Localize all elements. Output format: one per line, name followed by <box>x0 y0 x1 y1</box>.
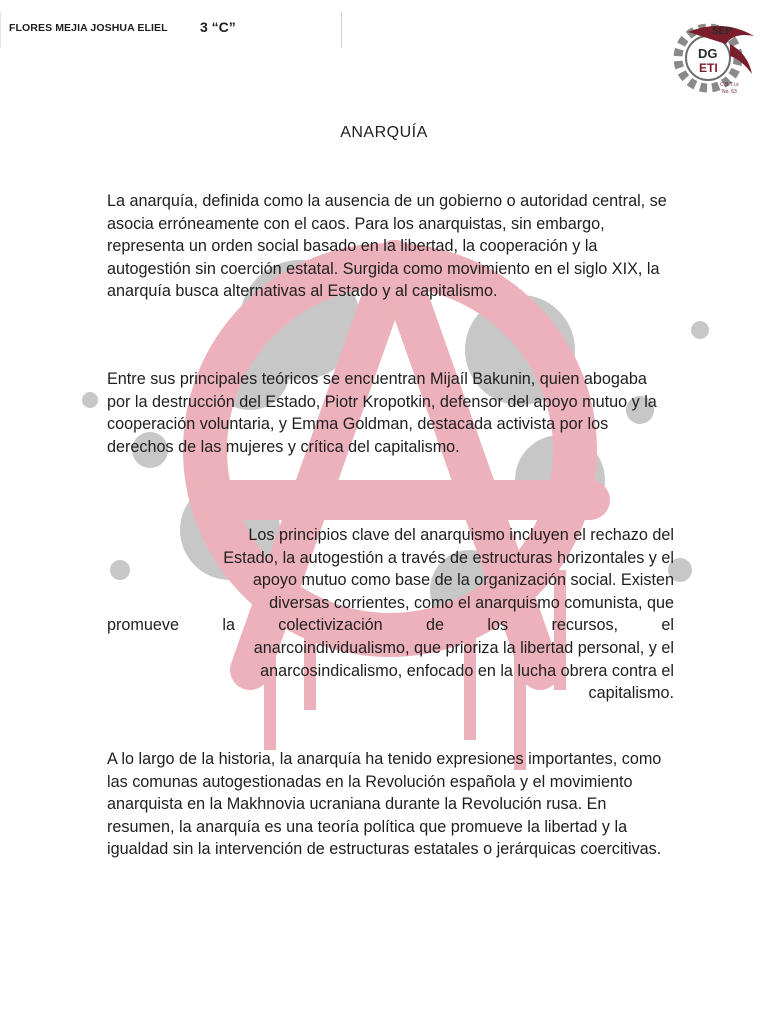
svg-text:DG: DG <box>698 46 718 61</box>
paragraph-3-line: anarcosindicalismo, enfocado en la lucha obrera contra el <box>260 661 674 680</box>
svg-text:C.B.T.i.s: C.B.T.i.s <box>720 82 739 88</box>
paragraph-3-line: anarcoindividualismo, que prioriza la libertad personal, y el <box>253 638 674 657</box>
paragraph-3-line: Estado, la autogestión a través de estructuras horizontales y el <box>223 548 674 567</box>
paragraph-1: La anarquía, definida como la ausencia de un gobierno o autoridad central, se asocia erróneamente con el caos. Para los anarquistas, sin embargo, representa un orden social basado en la libertad, la cooperación y la autogestión sin coerción estatal. Surgida como movimiento en el siglo XIX, la anarquía busca alternativas al Estado y al capitalismo. <box>107 192 667 301</box>
svg-text:No. 63: No. 63 <box>722 89 737 95</box>
svg-text:SEP: SEP <box>712 26 733 37</box>
student-name: FLORES MEJIA JOSHUA ELIEL <box>9 22 168 34</box>
paragraph-3-line: capitalismo. <box>588 684 674 703</box>
paragraph-3-line: diversas corrientes, como el anarquismo comunista, que <box>269 593 674 612</box>
document-title: ANARQUÍA <box>340 124 428 141</box>
paragraph-3 <box>107 524 674 705</box>
school-logo <box>668 14 758 100</box>
svg-text:ETI: ETI <box>699 61 718 75</box>
paragraph-4: A lo largo de la historia, la anarquía ha tenido expresiones importantes, como las comunas autogestionadas en la Revolución española y el movimiento anarquista en la Makhnovia ucraniana durante la Revolución rusa. En resumen, la anarquía es una teoría política que promueve la libertad y la igualdad sin la intervención de estructuras estatales o jerárquicas coercitivas. <box>107 750 662 859</box>
paragraph-3-line: apoyo mutuo como base de la organización social. Existen <box>252 571 674 590</box>
paragraph-2: Entre sus principales teóricos se encuentran Mijaíl Bakunin, quien abogaba por la destrucción del Estado, Piotr Kropotkin, defensor del apoyo mutuo y la cooperación voluntaria, y Emma Goldman, destacada activista por los derechos de las mujeres y crítica del capitalismo. <box>107 370 657 456</box>
paragraph-3-line: Los principios clave del anarquismo incluyen el rechazo del <box>248 526 674 544</box>
group-label: 3 “C” <box>200 19 236 35</box>
paragraph-3-line: promueve la colectivización de los recursos, el <box>107 616 674 635</box>
